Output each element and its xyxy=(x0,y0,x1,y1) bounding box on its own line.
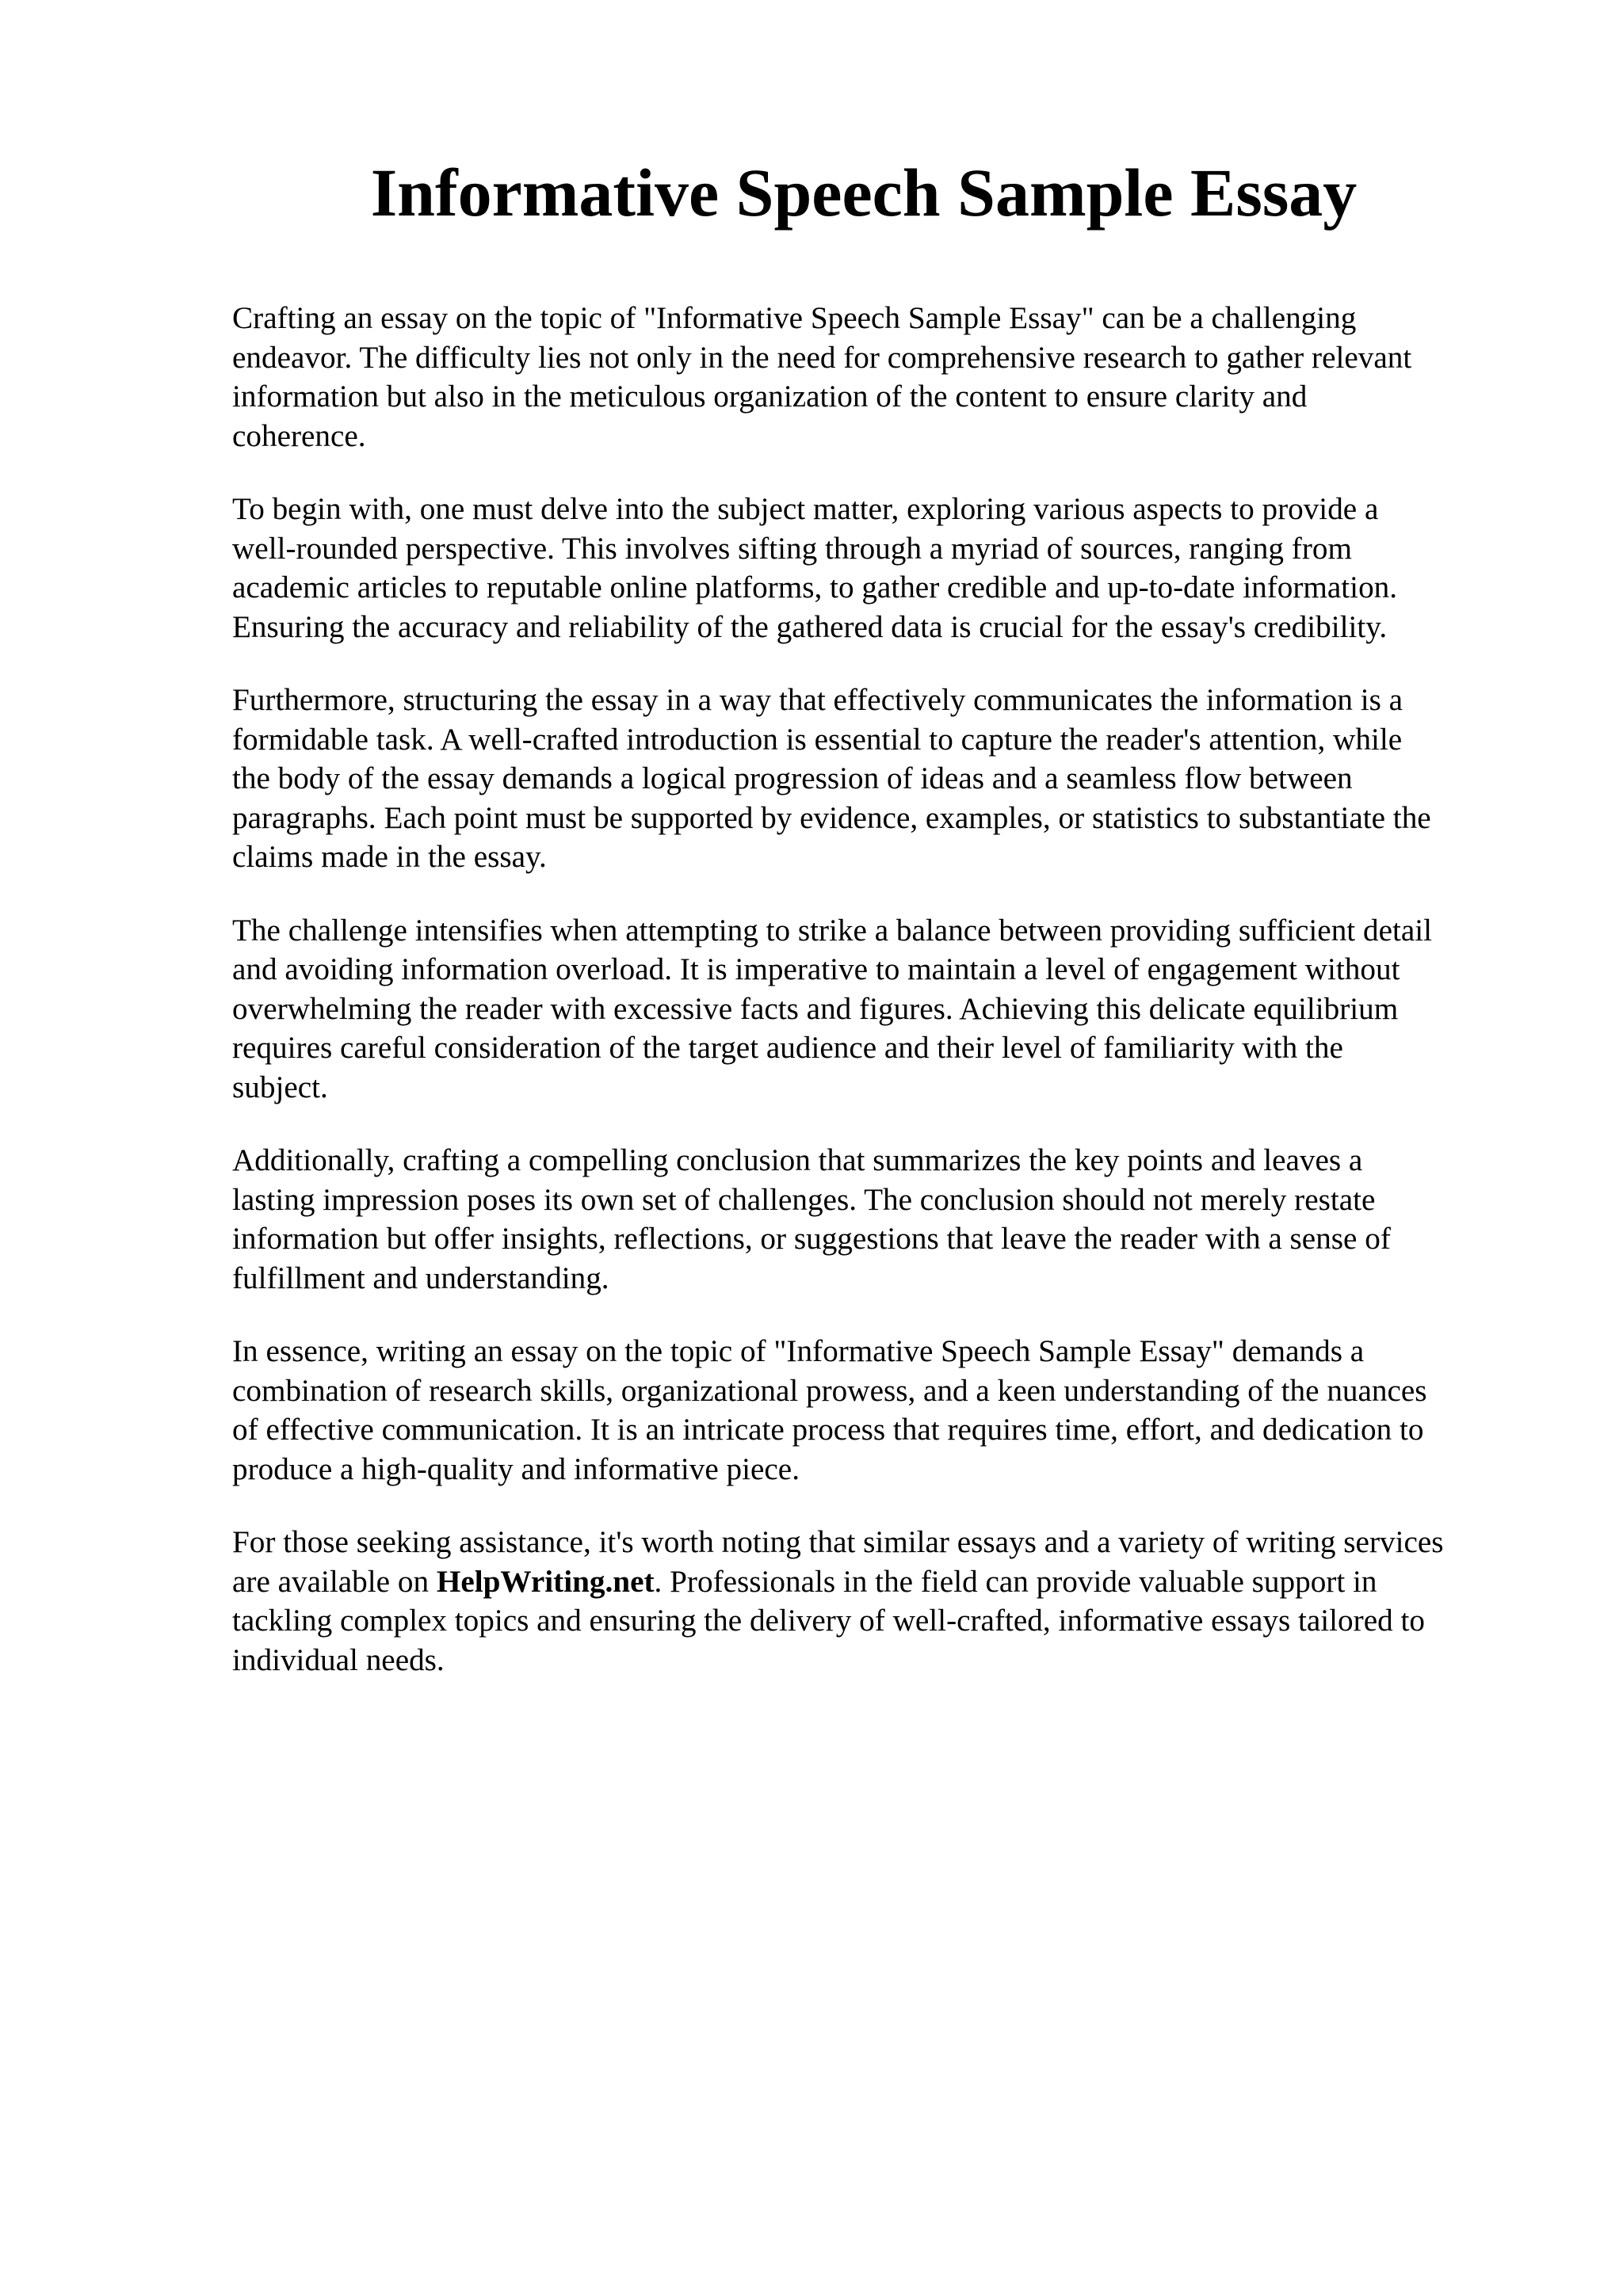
paragraph-line: To begin with, one must delve into the subject matter, exploring various aspects to provide a xyxy=(232,492,1379,526)
paragraph-line: fulfillment and understanding. xyxy=(232,1261,609,1295)
paragraph-line: The challenge intensifies when attempting to strike a balance between providing sufficient detail xyxy=(232,913,1433,948)
document-title: Informative Speech Sample Essay xyxy=(370,154,1358,231)
paragraph-2 xyxy=(232,490,1524,646)
paragraph-line: For those seeking assistance, it's worth noting that similar essays and a variety of writing services xyxy=(232,1525,1444,1559)
paragraph-line: endeavor. The difficulty lies not only in the need for comprehensive research to gather relevant xyxy=(232,340,1412,375)
paragraph-line: and avoiding information overload. It is imperative to maintain a level of engagement without xyxy=(232,952,1400,986)
paragraph-line: Ensuring the accuracy and reliability of the gathered data is crucial for the essay's credibility. xyxy=(232,609,1388,644)
paragraph-7 xyxy=(232,1523,1524,1680)
paragraph-line: Additionally, crafting a compelling conclusion that summarizes the key points and leaves a xyxy=(232,1143,1363,1177)
paragraph-line xyxy=(232,1562,1524,1602)
paragraph-line: Crafting an essay on the topic of "Informative Speech Sample Essay" can be a challenging xyxy=(232,301,1357,335)
paragraph-text: are available on xyxy=(232,1564,437,1599)
paragraph-line: combination of research skills, organizational prowess, and a keen understanding of the nuances xyxy=(232,1373,1427,1408)
paragraph-line: well-rounded perspective. This involves sifting through a myriad of sources, ranging from xyxy=(232,531,1352,566)
paragraph-4 xyxy=(232,911,1524,1108)
paragraph-line: tackling complex topics and ensuring the delivery of well-crafted, informative essays tailored to xyxy=(232,1604,1425,1638)
paragraph-line: Furthermore, structuring the essay in a way that effectively communicates the information is a xyxy=(232,683,1403,717)
paragraph-line: produce a high-quality and informative piece. xyxy=(232,1451,800,1486)
paragraph-line: lasting impression poses its own set of challenges. The conclusion should not merely restate xyxy=(232,1182,1376,1217)
paragraph-line: information but also in the meticulous organization of the content to ensure clarity and xyxy=(232,379,1308,414)
paragraph-line: overwhelming the reader with excessive facts and figures. Achieving this delicate equilibrium xyxy=(232,991,1399,1026)
paragraph-text: . Professionals in the field can provide valuable support in xyxy=(654,1564,1377,1599)
paragraph-3 xyxy=(232,681,1524,877)
paragraph-line: individual needs. xyxy=(232,1642,445,1677)
paragraph-5 xyxy=(232,1141,1524,1298)
paragraph-6 xyxy=(232,1332,1524,1489)
paragraph-line: coherence. xyxy=(232,418,366,453)
paragraph-line: subject. xyxy=(232,1070,328,1104)
paragraph-line: paragraphs. Each point must be supported by evidence, examples, or statistics to substantiate the xyxy=(232,800,1431,835)
paragraph-line: claims made in the essay. xyxy=(232,840,547,874)
paragraph-line: information but offer insights, reflections, or suggestions that leave the reader with a sense of xyxy=(232,1222,1391,1256)
paragraph-line: of effective communication. It is an intricate process that requires time, effort, and dedication to xyxy=(232,1413,1424,1447)
paragraph-line: academic articles to reputable online platforms, to gather credible and up-to-date information. xyxy=(232,570,1398,605)
document-body xyxy=(232,299,1524,1714)
helpwriting-link[interactable]: HelpWriting.net xyxy=(436,1564,655,1599)
paragraph-1 xyxy=(232,299,1524,456)
paragraph-line: requires careful consideration of the target audience and their level of familiarity with the xyxy=(232,1031,1343,1065)
paragraph-line: the body of the essay demands a logical progression of ideas and a seamless flow between xyxy=(232,761,1353,795)
paragraph-line: formidable task. A well-crafted introduction is essential to capture the reader's attention, while xyxy=(232,722,1403,757)
paragraph-line: In essence, writing an essay on the topic of "Informative Speech Sample Essay" demands a xyxy=(232,1334,1365,1368)
